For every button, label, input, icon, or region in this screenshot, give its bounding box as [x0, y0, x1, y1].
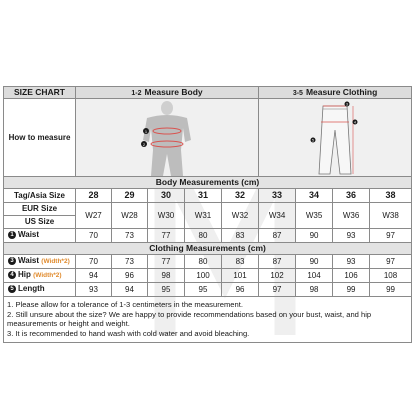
- clothing-length-28: 93: [76, 283, 112, 297]
- body-figure-cell: [76, 99, 259, 177]
- pants-marker-5: 5: [312, 138, 315, 142]
- us-size-label: US Size: [4, 216, 76, 229]
- clothing-hip-29: 96: [112, 269, 148, 283]
- body-waist-34: 90: [296, 229, 333, 243]
- body-marker-2: 2: [142, 141, 146, 147]
- tag-size-31: 31: [185, 189, 222, 203]
- body-waist-36: 93: [333, 229, 370, 243]
- clothing-waist-28: 70: [76, 255, 112, 269]
- body-measurements-title: Body Measurements (cm): [4, 177, 412, 189]
- clothing-hip-33: 102: [259, 269, 296, 283]
- us-size-w36: W36: [333, 203, 370, 229]
- pants-figure: [285, 100, 385, 176]
- body-waist-38: 97: [370, 229, 412, 243]
- clothing-hip-38: 108: [370, 269, 412, 283]
- clothing-waist-36: 93: [333, 255, 370, 269]
- clothing-hip-34: 104: [296, 269, 333, 283]
- pants-figure-cell: [259, 99, 412, 177]
- pants-marker-4: 4: [354, 120, 357, 124]
- how-to-measure-label: How to measure: [4, 99, 76, 177]
- tag-size-32: 32: [222, 189, 259, 203]
- us-size-w38: W38: [370, 203, 412, 229]
- clothing-waist-38: 97: [370, 255, 412, 269]
- us-size-w30: W30: [148, 203, 185, 229]
- clothing-length-32: 96: [222, 283, 259, 297]
- note-3: 3. It is recommended to hand wash with cold water and avoid bleaching.: [7, 329, 250, 339]
- tag-size-label: Tag/Asia Size: [4, 189, 76, 203]
- clothing-hip-31: 100: [185, 269, 222, 283]
- clothing-waist-31: 80: [185, 255, 222, 269]
- marker-1-2: 1-2: [131, 90, 142, 97]
- clothing-waist-label: 3 Waist (Width*2): [4, 255, 76, 269]
- tag-size-28: 28: [76, 189, 112, 203]
- clothing-length-38: 99: [370, 283, 412, 297]
- us-size-w35: W35: [296, 203, 333, 229]
- notes-block: [4, 297, 412, 343]
- tag-size-34: 34: [296, 189, 333, 203]
- body-waist-29: 73: [112, 229, 148, 243]
- measure-body-header: 1-2 Measure Body: [76, 87, 259, 99]
- tag-size-30: 30: [148, 189, 185, 203]
- size-chart: [3, 86, 411, 343]
- body-waist-28: 70: [76, 229, 112, 243]
- body-waist-label: 1 Waist: [4, 229, 76, 243]
- marker-3-5: 3-5: [292, 90, 303, 97]
- clothing-hip-36: 106: [333, 269, 370, 283]
- clothing-hip-label: 4 Hip (Width*2): [4, 269, 76, 283]
- tag-size-38: 38: [370, 189, 412, 203]
- measure-clothing-header: 3-5 Measure Clothing: [259, 87, 412, 99]
- body-waist-30: 77: [148, 229, 185, 243]
- clothing-waist-32: 83: [222, 255, 259, 269]
- us-size-w27: W27: [76, 203, 112, 229]
- us-size-w34: W34: [259, 203, 296, 229]
- clothing-length-29: 94: [112, 283, 148, 297]
- body-waist-31: 80: [185, 229, 222, 243]
- clothing-waist-29: 73: [112, 255, 148, 269]
- body-figure: [117, 100, 217, 176]
- size-chart-title: SIZE CHART: [4, 87, 76, 99]
- pants-marker-3: 3: [346, 102, 349, 106]
- clothing-waist-33: 87: [259, 255, 296, 269]
- tag-size-36: 36: [333, 189, 370, 203]
- note-1: 1. Please allow for a tolerance of 1-3 centimeters in the measurement.: [7, 300, 243, 309]
- us-size-w31: W31: [185, 203, 222, 229]
- clothing-measurements-title: Clothing Measurements (cm): [4, 243, 412, 255]
- clothing-hip-28: 94: [76, 269, 112, 283]
- clothing-length-label: 5 Length: [4, 283, 76, 297]
- clothing-length-31: 95: [185, 283, 222, 297]
- note-2: 2. Still unsure about the size? We are happy to provide recommendations based on your bust, waist, and hip measurements or height and weight.: [7, 309, 372, 329]
- clothing-hip-32: 101: [222, 269, 259, 283]
- clothing-hip-30: 98: [148, 269, 185, 283]
- clothing-length-33: 97: [259, 283, 296, 297]
- clothing-length-34: 98: [296, 283, 333, 297]
- body-marker-1: 1: [144, 128, 148, 134]
- us-size-w32: W32: [222, 203, 259, 229]
- tag-size-29: 29: [112, 189, 148, 203]
- clothing-waist-30: 77: [148, 255, 185, 269]
- clothing-length-36: 99: [333, 283, 370, 297]
- eur-size-label: EUR Size: [4, 203, 76, 216]
- clothing-length-30: 95: [148, 283, 185, 297]
- clothing-waist-34: 90: [296, 255, 333, 269]
- body-waist-32: 83: [222, 229, 259, 243]
- body-waist-33: 87: [259, 229, 296, 243]
- us-size-w28: W28: [112, 203, 148, 229]
- tag-size-33: 33: [259, 189, 296, 203]
